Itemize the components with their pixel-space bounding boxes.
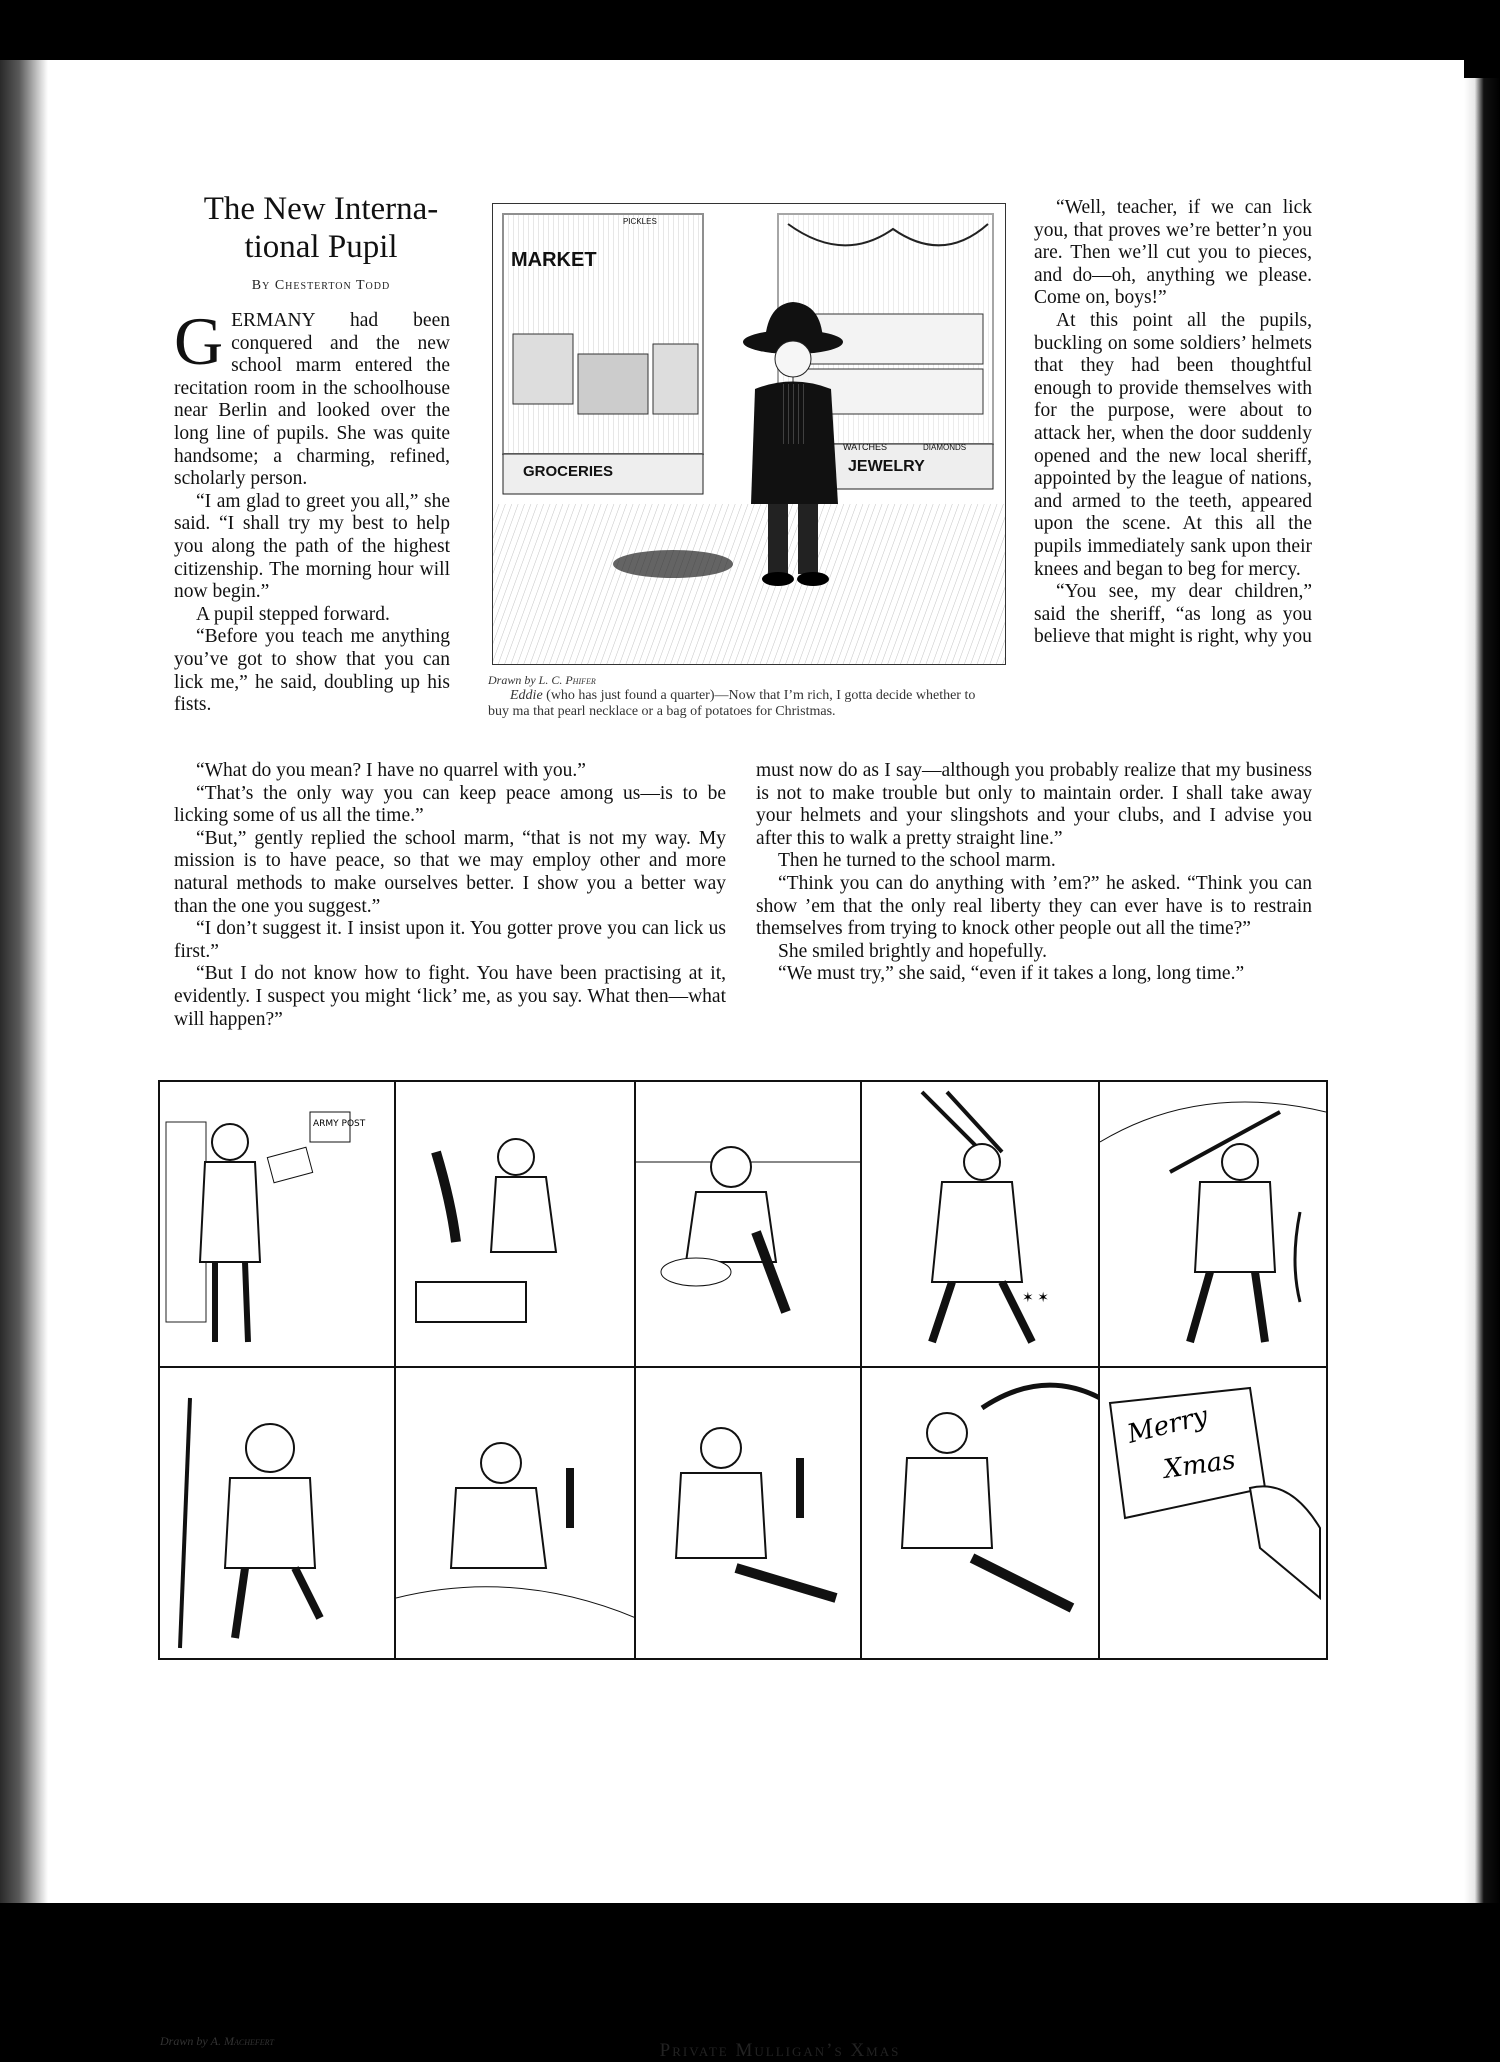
comic-panel-5 — [1098, 1080, 1328, 1370]
article-column-3 — [1034, 197, 1312, 649]
paragraph-15: “Think you can do anything with ’em?” he asked. “Think you can show ’em that the only real liberty they can ever have is to restrain themselves from trying to knock other people out all the time?” — [756, 872, 1312, 940]
drop-cap: G — [174, 303, 224, 379]
article-column-1 — [174, 303, 450, 717]
star-decoration: ✶ ✶ — [1022, 1291, 1049, 1306]
paragraph-2: “I am glad to greet you all,” she said. “I shall try my best to help you along the path of the highest citizenship. The morning hour will now begin.” — [174, 490, 450, 603]
panel-9-drawing — [862, 1368, 1100, 1658]
paragraph-6: “That’s the only way you can keep peace among us—is to be licking some of us all the time.” — [174, 782, 726, 827]
groceries-sign: GROCERIES — [523, 463, 614, 480]
jewelry-sign: JEWELRY — [848, 458, 925, 475]
paragraph-17: “We must try,” she said, “even if it takes a long, long time.” — [778, 963, 1245, 985]
comic-credit-name: A. Machefert — [210, 2034, 274, 2048]
illustration-caption — [488, 672, 993, 720]
site-watermark: comicbooks.com — [1186, 1848, 1466, 1883]
comic-panel-4 — [860, 1080, 1102, 1370]
panel-8-drawing — [636, 1368, 862, 1658]
paragraph-8: “I don’t suggest it. I insist upon it. You gotter prove you can lick us first.” — [174, 918, 726, 962]
paragraph-10: “Well, teacher, if we can lick you, that proves we’re better’n you are. Then we’ll cut you to pieces, and do—oh, anything we please. Come on, boys!” — [1034, 197, 1312, 309]
watches-sign: WATCHES — [843, 442, 887, 452]
pickles-sign: PICKLES — [623, 217, 657, 226]
comic-panel-10 — [1098, 1366, 1328, 1660]
army-post-sign: ARMY POST — [313, 1119, 366, 1129]
panel-5-drawing — [1100, 1082, 1326, 1368]
caption-speaker: Eddie — [510, 688, 543, 703]
market-sign: MARKET — [511, 249, 597, 271]
paragraph-14: Then he turned to the school marm. — [778, 850, 1056, 872]
panel-4-drawing — [862, 1082, 1100, 1368]
comic-credit — [160, 2034, 274, 2049]
right-page-edge — [1464, 78, 1500, 1903]
panel-10-drawing — [1100, 1368, 1326, 1658]
article-column-1-lower — [174, 760, 726, 1031]
comic-panel-8 — [634, 1366, 864, 1660]
panel-6-drawing — [160, 1368, 396, 1658]
paragraph-13: must now do as I say—although you probably realize that my business is not to make trouble but only to maintain order. I shall take away your helmets and your slingshots and your clubs, and I advise you after this to walk a pretty straight line.” — [756, 760, 1312, 849]
panel-7-drawing — [396, 1368, 636, 1658]
illustration-credit — [488, 672, 993, 688]
paragraph-1-text: ERMANY had been conquered and the new school marm entered the recitation room in the schoolhouse near Berlin and looked over the long line of pupils. She was quite handsome; a charming, refined, scholarly person. — [174, 310, 450, 490]
diamonds-sign: DIAMONDS — [923, 443, 967, 452]
paragraph-9: “But I do not know how to fight. You have been practising at it, evidently. I suspect you might ‘lick’ me, as you say. What then—what will happen?” — [174, 963, 726, 1030]
illustration-credit-name: L. C. Phifer — [538, 673, 596, 687]
top-dark-border — [0, 0, 1500, 60]
comic-panel-7 — [394, 1366, 638, 1660]
storefront-drawing — [493, 204, 1005, 664]
paragraph-7: “But,” gently replied the school marm, “that is not my way. My mission is to have peace, so that we may employ other and more natural methods to make ourselves better. I show you a better way than the one you suggest.” — [174, 827, 726, 917]
xmas-text: Xmas — [1161, 1445, 1238, 1485]
byline-author: Chesterton Todd — [274, 278, 391, 293]
title-line-1: The New Interna- — [203, 191, 439, 227]
comic-panel-9 — [860, 1366, 1102, 1660]
byline — [170, 278, 472, 294]
byline-prefix: By — [251, 278, 271, 293]
panel-3-drawing — [636, 1082, 862, 1368]
paragraph-11: At this point all the pupils, buckling on some soldiers’ helmets that they had been thoughtful enough to provide themselves with for the purpose, were about to attack her, when the door suddenly opened and the new local sheriff, appointed by the league of nations, and armed to the teeth, appeared upon the scene. At this all the pupils immediately sank upon their knees and began to beg for mercy. — [1034, 309, 1312, 580]
comic-panel-1 — [158, 1080, 398, 1370]
paragraph-16: She smiled brightly and hopefully. — [778, 940, 1047, 962]
title-line-2: tional Pupil — [244, 229, 398, 265]
eddie-illustration — [492, 203, 1006, 665]
article-column-2-lower — [756, 760, 1312, 986]
paragraph-5: “What do you mean? I have no quarrel with you.” — [196, 760, 586, 781]
panel-2-drawing — [396, 1082, 636, 1368]
article-title — [170, 190, 472, 266]
comic-panel-3 — [634, 1080, 864, 1370]
panel-1-drawing — [160, 1082, 396, 1368]
paragraph-1 — [174, 303, 450, 491]
comic-credit-prefix: Drawn by — [160, 2034, 208, 2048]
comic-panel-2 — [394, 1080, 638, 1370]
caption-text — [488, 688, 993, 720]
comic-panel-6 — [158, 1366, 398, 1660]
merry-text: Merry — [1124, 1400, 1211, 1450]
paragraph-3: A pupil stepped forward. — [196, 603, 390, 625]
caption-body: (who has just found a quarter)—Now that I’m rich, I gotta decide whether to buy ma that pearl necklace or a bag of potatoes for Christmas. — [488, 688, 976, 719]
comic-title: Private Mulligan’s Xmas — [659, 2040, 901, 2061]
paragraph-4: “Before you teach me anything you’ve got to show that you can lick me,” he said, doubling up his fists. — [174, 626, 450, 716]
left-page-edge — [0, 60, 48, 1903]
illustration-credit-prefix: Drawn by — [488, 673, 536, 687]
paragraph-12: “You see, my dear children,” said the sheriff, “as long as you believe that might is right, why you — [1034, 581, 1312, 648]
